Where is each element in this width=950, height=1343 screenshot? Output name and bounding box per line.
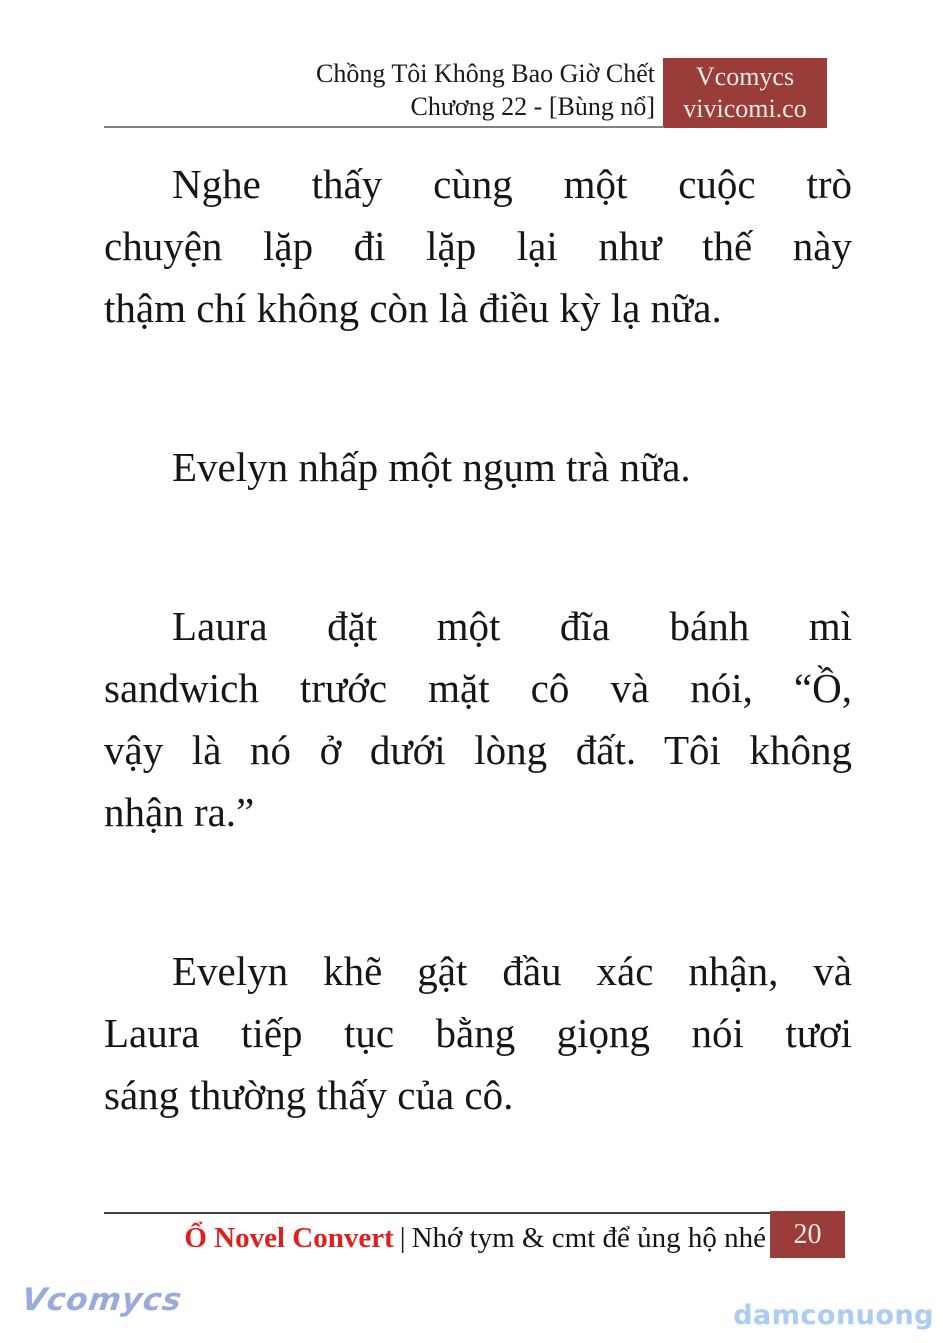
page-number-badge: [770, 1211, 845, 1258]
vcomycs-watermark-logo: Vcomycs: [19, 1282, 185, 1318]
text-line: nhận ra.”: [104, 789, 255, 835]
text-line: thậm chí không còn là điều kỳ lạ nữa.: [104, 285, 722, 331]
text-line: sandwich trước mặt cô và nói, “Ồ,: [104, 665, 852, 711]
paragraph: [104, 153, 852, 339]
chapter-title: Chương 22 - [Bùng nổ]: [410, 92, 655, 121]
paragraph: [104, 436, 852, 498]
text-line: Laura đặt một đĩa bánh mì: [172, 603, 852, 649]
text-line: sáng thường thấy của cô.: [104, 1072, 514, 1118]
converter-brand: Ổ Novel Convert: [184, 1222, 394, 1254]
header-divider: [104, 126, 664, 128]
text-line: Laura tiếp tục bằng giọng nói tươi: [104, 1010, 852, 1056]
text-line: Evelyn nhấp một ngụm trà nữa.: [172, 444, 691, 490]
footer-message: Nhớ tym & cmt để ủng hộ nhé: [411, 1222, 766, 1254]
publisher-badge: [663, 58, 827, 128]
page-number: 20: [793, 1218, 822, 1250]
text-line: Nghe thấy cùng một cuộc trò: [172, 161, 852, 207]
text-line: chuyện lặp đi lặp lại như thế này: [104, 223, 852, 269]
footer-divider: [104, 1212, 770, 1214]
text-line: vậy là nó ở dưới lòng đất. Tôi không: [104, 727, 852, 773]
paragraph: [104, 940, 852, 1126]
paragraph: [104, 595, 852, 843]
footer-separator: |: [399, 1222, 406, 1254]
book-title: Chồng Tôi Không Bao Giờ Chết: [316, 59, 655, 88]
uploader-credit: damconuong: [733, 1300, 934, 1331]
publisher-name: Vcomycs: [695, 62, 795, 91]
footer-note: [184, 1219, 766, 1257]
page-header: [316, 57, 655, 123]
page-text: [104, 153, 852, 1223]
text-line: Evelyn khẽ gật đầu xác nhận, và: [172, 948, 852, 994]
publisher-site: vivicomi.co: [683, 94, 807, 123]
